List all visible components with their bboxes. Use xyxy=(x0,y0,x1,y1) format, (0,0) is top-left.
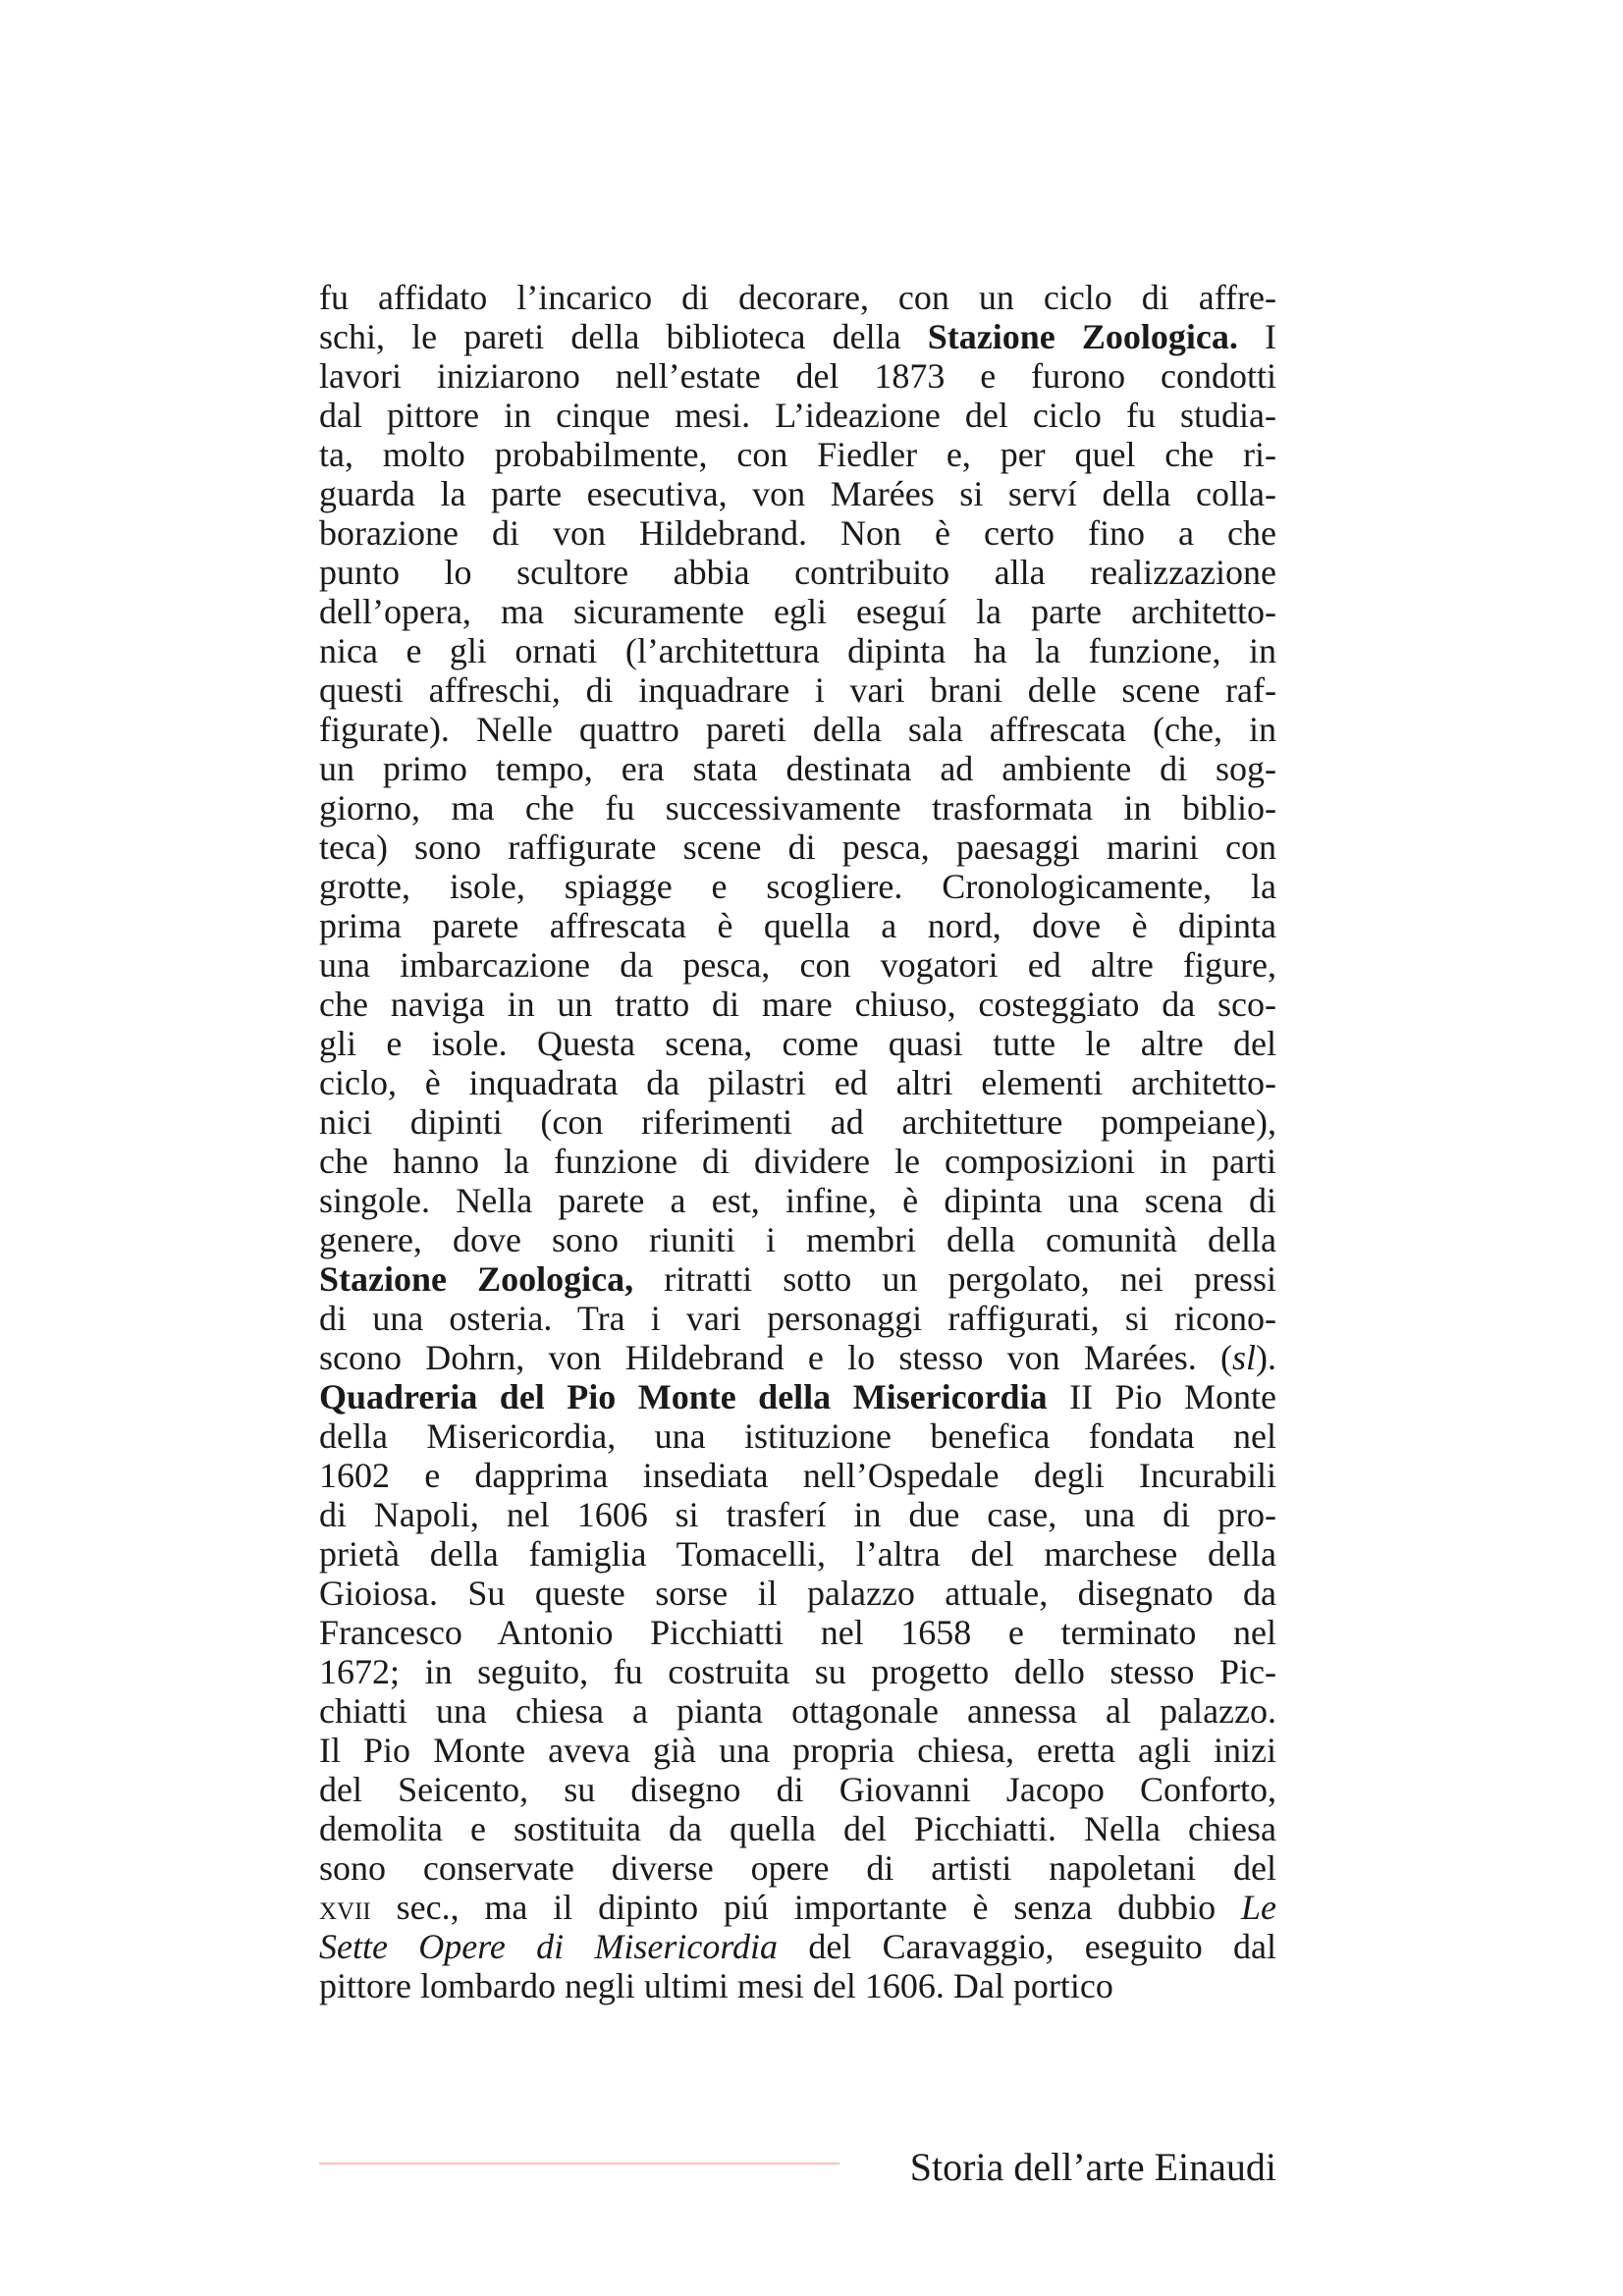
text-segment: che naviga in un tratto di mare chiuso, costeggiato da sco- xyxy=(319,985,1276,1024)
body-text xyxy=(319,278,1276,2005)
text-line xyxy=(319,592,1276,631)
text-segment: nici dipinti (con riferimenti ad architetture pompeiane), xyxy=(319,1102,1276,1142)
text-line xyxy=(319,1377,1276,1416)
text-segment: ciclo, è inquadrata da pilastri ed altri elementi architetto- xyxy=(319,1063,1276,1102)
text-line xyxy=(319,1495,1276,1534)
text-segment: I xyxy=(1237,317,1276,356)
text-line xyxy=(319,278,1276,317)
text-segment: figurate). Nelle quattro pareti della sala affrescata (che, in xyxy=(319,710,1276,749)
text-line xyxy=(319,1456,1276,1495)
text-segment: che hanno la funzione di dividere le composizioni in parti xyxy=(319,1142,1276,1181)
text-line xyxy=(319,1416,1276,1456)
text-segment: ta, molto probabilmente, con Fiedler e, per quel che ri- xyxy=(319,435,1276,474)
text-line xyxy=(319,474,1276,513)
text-segment: Francesco Antonio Picchiatti nel 1658 e terminato nel xyxy=(319,1613,1276,1652)
text-line xyxy=(319,1770,1276,1809)
text-segment: teca) sono raffigurate scene di pesca, paesaggi marini con xyxy=(319,828,1276,867)
text-segment: grotte, isole, spiagge e scogliere. Cronologicamente, la xyxy=(319,867,1276,906)
text-line xyxy=(319,1181,1276,1220)
text-segment: una imbarcazione da pesca, con vogatori ed altre figure, xyxy=(319,945,1276,985)
text-line xyxy=(319,1102,1276,1142)
text-segment: ). xyxy=(1256,1338,1276,1377)
text-segment: un primo tempo, era stata destinata ad ambiente di sog- xyxy=(319,749,1276,788)
text-segment: nica e gli ornati (l’architettura dipinta ha la funzione, in xyxy=(319,631,1276,670)
text-line xyxy=(319,356,1276,396)
text-segment: prima parete affrescata è quella a nord, dove è dipinta xyxy=(319,906,1276,945)
text-segment: pittore lombardo negli ultimi mesi del 1606. Dal portico xyxy=(319,1966,1113,2005)
text-segment: chiatti una chiesa a pianta ottagonale annessa al palazzo. xyxy=(319,1691,1276,1731)
italic-text: sl xyxy=(1231,1338,1256,1377)
text-segment: punto lo scultore abbia contribuito alla realizzazione xyxy=(319,553,1276,592)
text-segment: del Seicento, su disegno di Giovanni Jacopo Conforto, xyxy=(319,1770,1276,1809)
text-line xyxy=(319,396,1276,435)
text-segment: scono Dohrn, von Hildebrand e lo stesso von Marées. ( xyxy=(319,1338,1232,1377)
text-segment: guarda la parte esecutiva, von Marées si serví della colla- xyxy=(319,474,1276,513)
text-segment: borazione di von Hildebrand. Non è certo fino a che xyxy=(319,513,1276,553)
text-segment: Il Pio Monte aveva già una propria chiesa, eretta agli inizi xyxy=(319,1731,1276,1770)
text-segment: della Misericordia, una istituzione benefica fondata nel xyxy=(319,1416,1276,1456)
text-line xyxy=(319,435,1276,474)
text-segment: 1602 e dapprima insediata nell’Ospedale degli Incurabili xyxy=(319,1456,1276,1495)
text-line xyxy=(319,906,1276,945)
text-segment: dal pittore in cinque mesi. L’ideazione del ciclo fu studia- xyxy=(319,396,1276,435)
text-segment: giorno, ma che fu successivamente trasformata in biblio- xyxy=(319,788,1276,828)
text-segment: singole. Nella parete a est, infine, è dipinta una scena di xyxy=(319,1181,1276,1220)
text-segment: Gioiosa. Su queste sorse il palazzo attuale, disegnato da xyxy=(319,1574,1276,1613)
text-segment: lavori iniziarono nell’estate del 1873 e furono condotti xyxy=(319,356,1276,396)
text-segment: di una osteria. Tra i vari personaggi raffigurati, si ricono- xyxy=(319,1299,1276,1338)
text-line xyxy=(319,1142,1276,1181)
text-line xyxy=(319,867,1276,906)
text-line xyxy=(319,1259,1276,1299)
text-segment: schi, le pareti della biblioteca della xyxy=(319,317,928,356)
text-line xyxy=(319,788,1276,828)
text-segment: xvii xyxy=(319,1888,371,1927)
text-line xyxy=(319,317,1276,356)
text-line xyxy=(319,1927,1276,1966)
text-line xyxy=(319,828,1276,867)
text-line xyxy=(319,749,1276,788)
text-line xyxy=(319,945,1276,985)
text-line xyxy=(319,513,1276,553)
footer-title: Storia dell’arte Einaudi xyxy=(909,2145,1276,2189)
text-line xyxy=(319,1024,1276,1063)
text-segment: del Caravaggio, eseguito dal xyxy=(778,1927,1276,1966)
text-line xyxy=(319,1652,1276,1691)
text-segment: sec., ma il dipinto piú importante è senza dubbio xyxy=(370,1888,1241,1927)
text-line xyxy=(319,985,1276,1024)
text-segment: di Napoli, nel 1606 si trasferí in due case, una di pro- xyxy=(319,1495,1276,1534)
text-line xyxy=(319,1848,1276,1888)
text-line xyxy=(319,1731,1276,1770)
text-segment: dell’opera, ma sicuramente egli eseguí la parte architetto- xyxy=(319,592,1276,631)
text-segment: demolita e sostituita da quella del Picchiatti. Nella chiesa xyxy=(319,1809,1276,1848)
text-line xyxy=(319,1809,1276,1848)
text-segment: questi affreschi, di inquadrare i vari brani delle scene raf- xyxy=(319,670,1276,710)
text-segment: prietà della famiglia Tomacelli, l’altra del marchese della xyxy=(319,1534,1276,1574)
text-line xyxy=(319,1691,1276,1731)
text-line xyxy=(319,1574,1276,1613)
bold-text: Stazione Zoologica. xyxy=(927,317,1238,356)
text-segment: 1672; in seguito, fu costruita su progetto dello stesso Pic- xyxy=(319,1652,1276,1691)
text-line xyxy=(319,553,1276,592)
text-line xyxy=(319,1966,1276,2005)
bold-text: Quadreria del Pio Monte della Misericordia xyxy=(319,1377,1048,1416)
text-line xyxy=(319,1220,1276,1259)
text-line xyxy=(319,710,1276,749)
footer-rule xyxy=(319,2163,839,2164)
italic-text: Le xyxy=(1241,1888,1276,1927)
bold-text: Stazione Zoologica, xyxy=(319,1259,634,1299)
text-line xyxy=(319,1338,1276,1377)
text-segment: sono conservate diverse opere di artisti napoletani del xyxy=(319,1848,1276,1888)
text-line xyxy=(319,670,1276,710)
text-line xyxy=(319,1888,1276,1927)
text-line xyxy=(319,1613,1276,1652)
text-segment: ritratti sotto un pergolato, nei pressi xyxy=(633,1259,1276,1299)
text-segment: genere, dove sono riuniti i membri della comunità della xyxy=(319,1220,1276,1259)
text-line xyxy=(319,1534,1276,1574)
text-segment: gli e isole. Questa scena, come quasi tutte le altre del xyxy=(319,1024,1276,1063)
text-line xyxy=(319,631,1276,670)
text-line xyxy=(319,1063,1276,1102)
text-segment: II Pio Monte xyxy=(1047,1377,1276,1416)
italic-text: Sette Opere di Misericordia xyxy=(319,1927,779,1966)
text-line xyxy=(319,1299,1276,1338)
text-segment: fu affidato l’incarico di decorare, con un ciclo di affre- xyxy=(319,278,1276,317)
